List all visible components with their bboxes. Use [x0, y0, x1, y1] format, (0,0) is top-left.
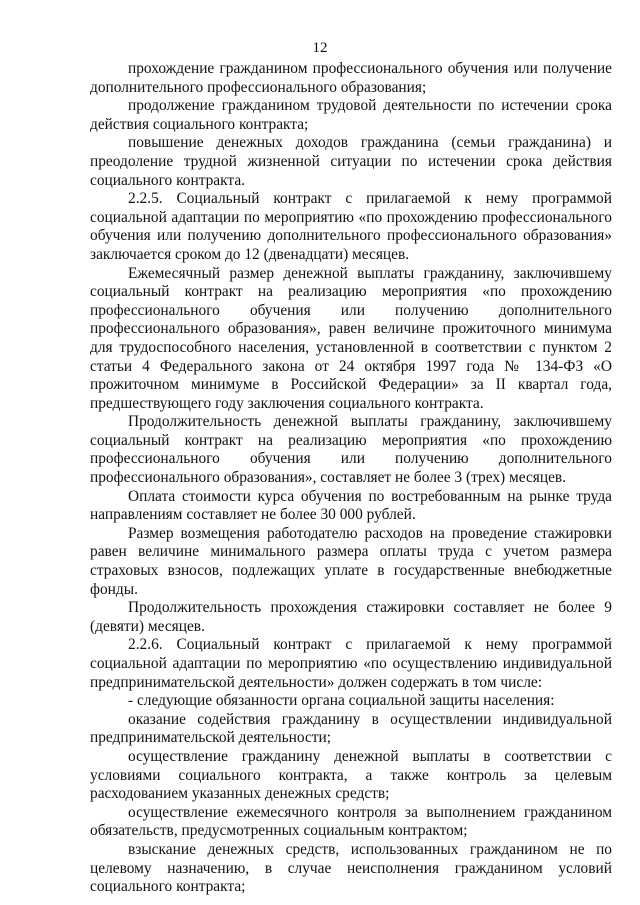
paragraph: осуществление ежемесячного контроля за выполнением гражданином обязательств, предусмотренных социальным контрактом; — [90, 803, 612, 840]
paragraph: Ежемесячный размер денежной выплаты гражданину, заключившему социальный контракт на реализацию мероприятия «по прохождению профессионального обучения или получению дополнительного профессионального образования», равен величине прожиточного минимума для трудоспособного населения, установленной в соответствии с пунктом 2 статьи 4 Федерального закона от 24 октября 1997 года № 134-ФЗ «О прожиточном минимуме в Российской Федерации» за II квартал года, предшествующего году заключения социального контракта. — [90, 264, 612, 412]
document-body — [90, 60, 612, 897]
paragraph: 2.2.5. Социальный контракт с прилагаемой к нему программой социальной адаптации по мероприятию «по прохождению профессионального обучения или получению дополнительного профессионального образования» заключается сроком до 12 (двенадцати) месяцев. — [90, 190, 612, 263]
page-number: 12 — [312, 40, 328, 56]
paragraph: - следующие обязанности органа социальной защиты населения: — [128, 692, 555, 710]
paragraph: 2.2.6. Социальный контракт с прилагаемой к нему программой социальной адаптации по мероприятию «по осуществлению индивидуальной предпринимательской деятельности» должен содержать в том числе: — [90, 636, 612, 691]
paragraph: осуществление гражданину денежной выплаты в соответствии с условиями социального контракта, а также контроль за целевым расходованием указанных денежных средств; — [90, 747, 612, 803]
paragraph: взыскание денежных средств, использованных гражданином не по целевому назначению, в случае неисполнения гражданином условий социального контракта; — [90, 840, 612, 896]
paragraph: прохождение гражданином профессионального обучения или получение дополнительного профессионального образования; — [90, 60, 612, 96]
paragraph: оказание содействия гражданину в осуществлении индивидуальной предпринимательской деятельности; — [90, 710, 612, 747]
paragraph: повышение денежных доходов гражданина (семьи гражданина) и преодоление трудной жизненной ситуации по истечении срока действия социального контракта. — [90, 134, 612, 189]
paragraph: продолжение гражданином трудовой деятельности по истечении срока действия социального контракта; — [90, 97, 612, 133]
paragraph: Продолжительность прохождения стажировки составляет не более 9 (девяти) месяцев. — [90, 599, 612, 635]
paragraph: Размер возмещения работодателю расходов на проведение стажировки равен величине минимального размера оплаты труда с учетом размера страховых взносов, подлежащих уплате в государственные внебюджетные фонды. — [90, 524, 612, 598]
paragraph: Продолжительность денежной выплаты гражданину, заключившему социальный контракт на реализацию мероприятия «по прохождению профессионального обучения или получению дополнительного профессионального образования», составляет не более 3 (трех) месяцев. — [90, 413, 612, 487]
paragraph: Оплата стоимости курса обучения по востребованным на рынке труда направлениям составляет не более 30 000 рублей. — [90, 487, 612, 524]
